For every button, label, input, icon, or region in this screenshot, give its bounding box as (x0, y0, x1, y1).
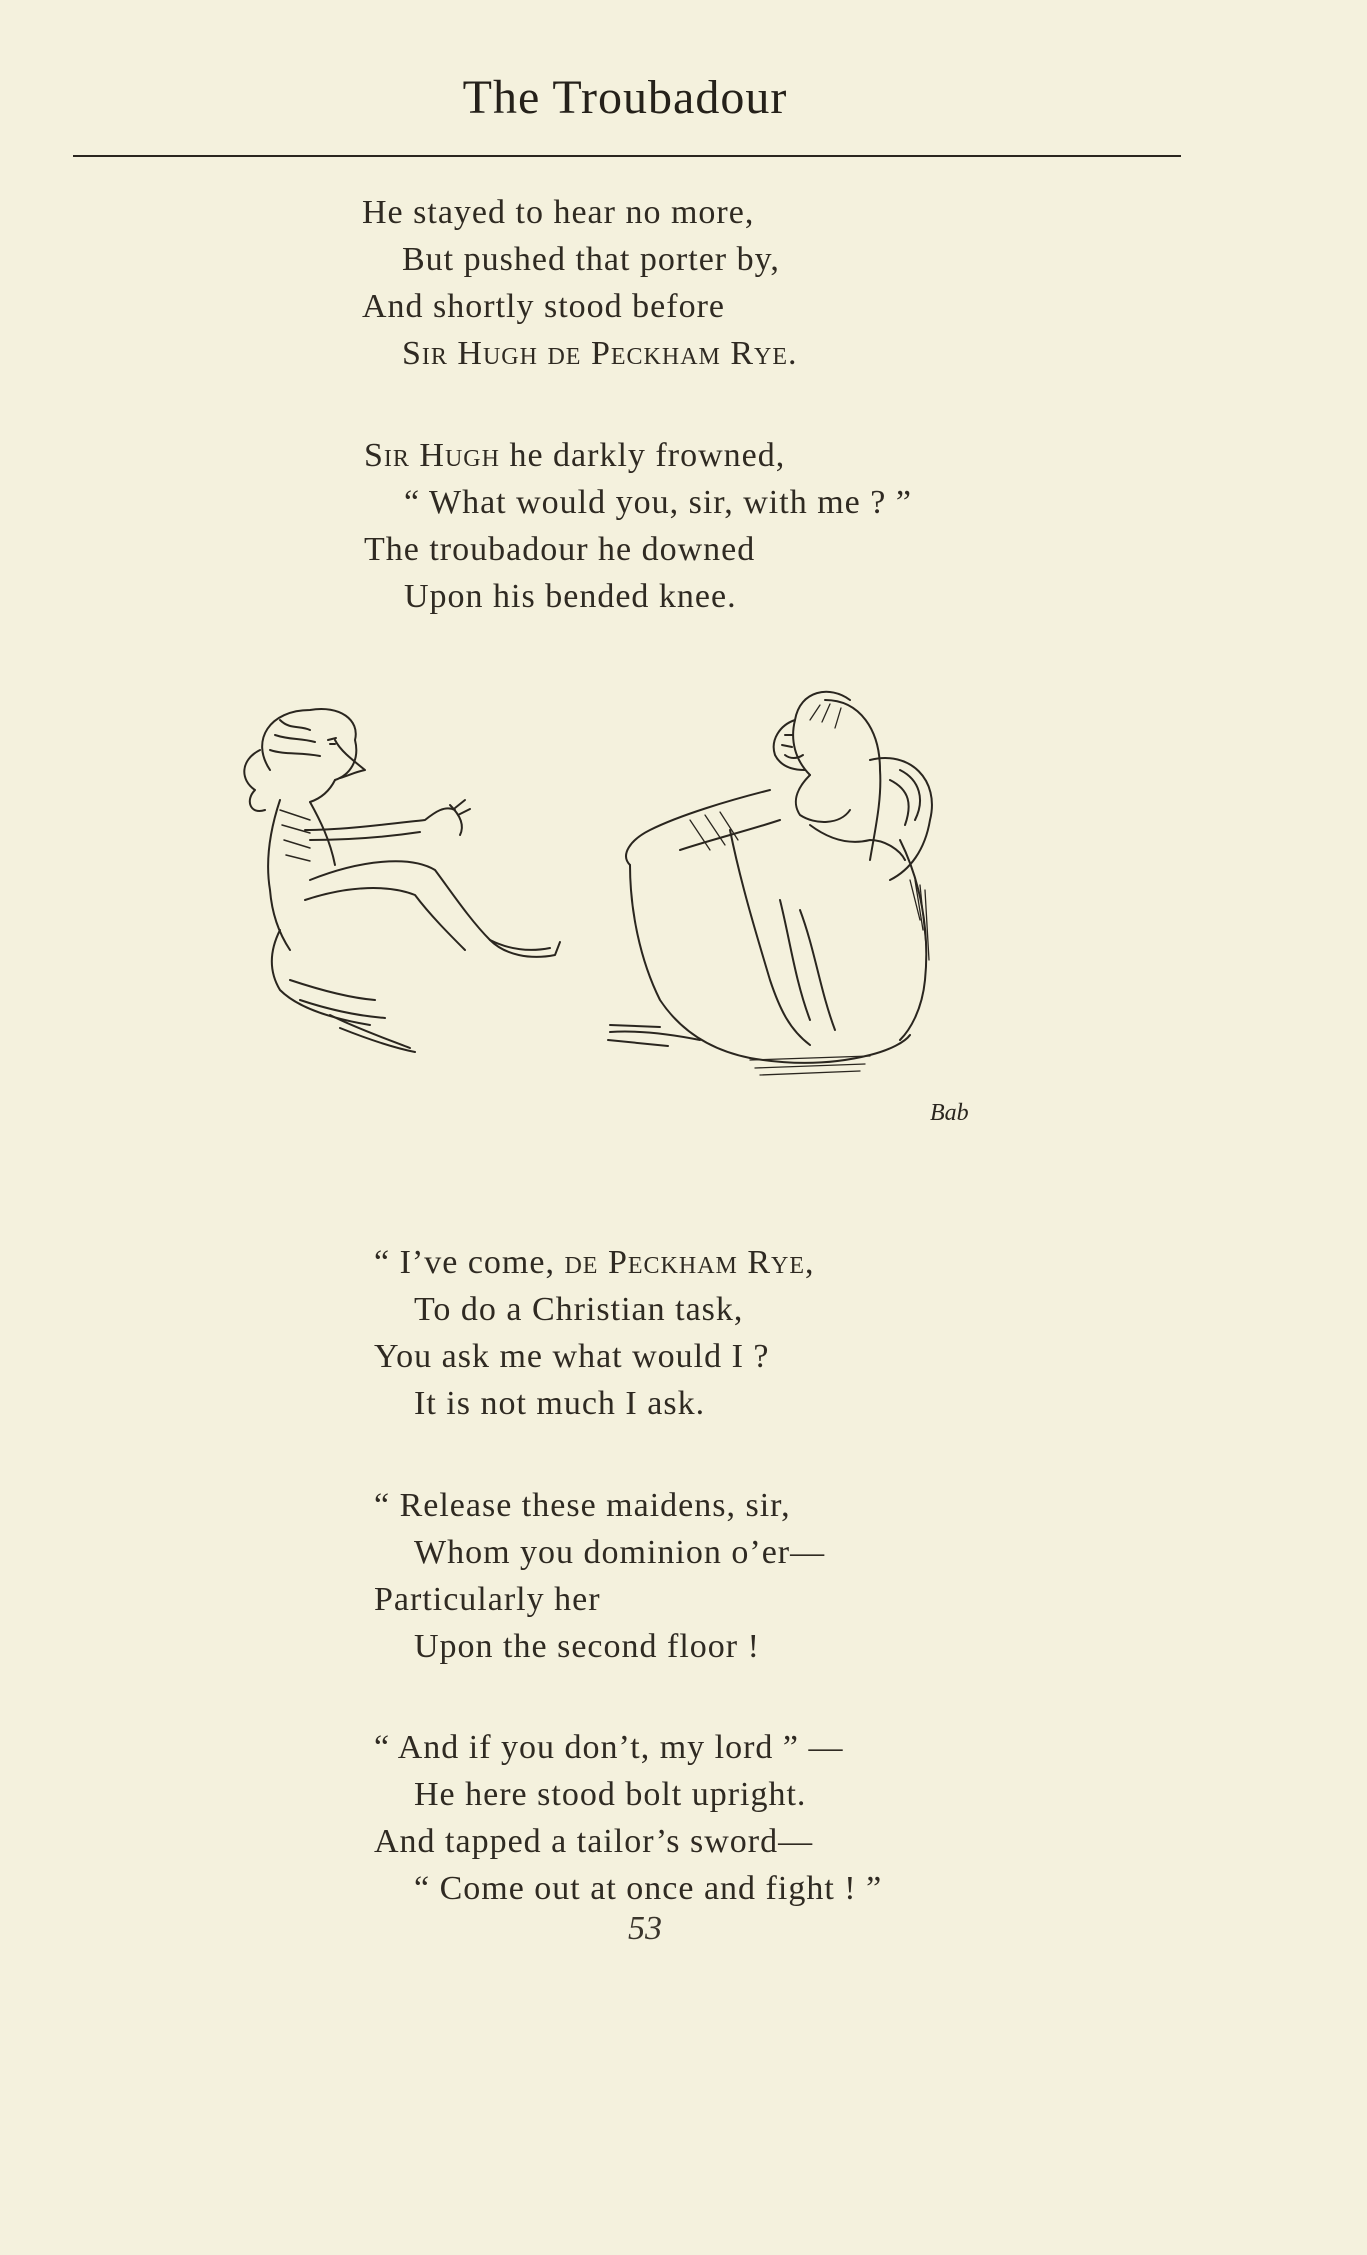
page-number: 53 (628, 1910, 662, 1947)
verse-line: “ Come out at once and fight ! ” (414, 1870, 883, 1907)
verse-line: It is not much I ask. (414, 1385, 706, 1422)
verse-line (374, 1239, 815, 1286)
stanza-3 (374, 1239, 815, 1427)
verse-line: “ And if you don’t, my lord ” — (374, 1729, 844, 1766)
verse-line: To do a Christian task, (414, 1291, 744, 1328)
verse-line: Sir Hugh de Peckham Rye. (402, 335, 798, 372)
name-small-caps: de Peckham Rye, (564, 1244, 815, 1281)
verse-line: You ask me what would I ? (374, 1338, 770, 1375)
verse-line: Whom you dominion o’er— (414, 1534, 826, 1571)
verse-line: The troubadour he downed (364, 531, 756, 568)
verse-line: “ What would you, sir, with me ? ” (404, 484, 912, 521)
running-head: The Troubadour (462, 71, 788, 124)
stanza-5 (374, 1724, 882, 1912)
verse-line (364, 432, 912, 479)
stanza-4 (374, 1482, 825, 1670)
verse-text: “ I’ve come, (374, 1244, 565, 1281)
verse-line: Upon his bended knee. (404, 578, 737, 615)
verse-line: And shortly stood before (362, 288, 726, 325)
verse-line: But pushed that porter by, (402, 241, 780, 278)
kneeling-troubadour-figure (244, 709, 560, 1052)
verse-line: He here stood bolt upright. (414, 1776, 807, 1813)
stanza-1 (362, 189, 798, 377)
verse-line: He stayed to hear no more, (362, 194, 755, 231)
troubadour-illustration (210, 680, 1050, 1150)
verse-line: Particularly her (374, 1581, 601, 1618)
stanza-2 (364, 432, 912, 620)
verse-line: Upon the second floor ! (414, 1628, 760, 1665)
verse-text: he darkly frowned, (499, 437, 786, 474)
artist-signature: Bab (930, 1100, 969, 1126)
name-small-caps: Sir Hugh (364, 437, 500, 474)
verse-line: And tapped a tailor’s sword— (374, 1823, 814, 1860)
verse-line: “ Release these maidens, sir, (374, 1487, 791, 1524)
header-rule (73, 155, 1181, 157)
seated-sir-hugh-figure (608, 692, 932, 1075)
